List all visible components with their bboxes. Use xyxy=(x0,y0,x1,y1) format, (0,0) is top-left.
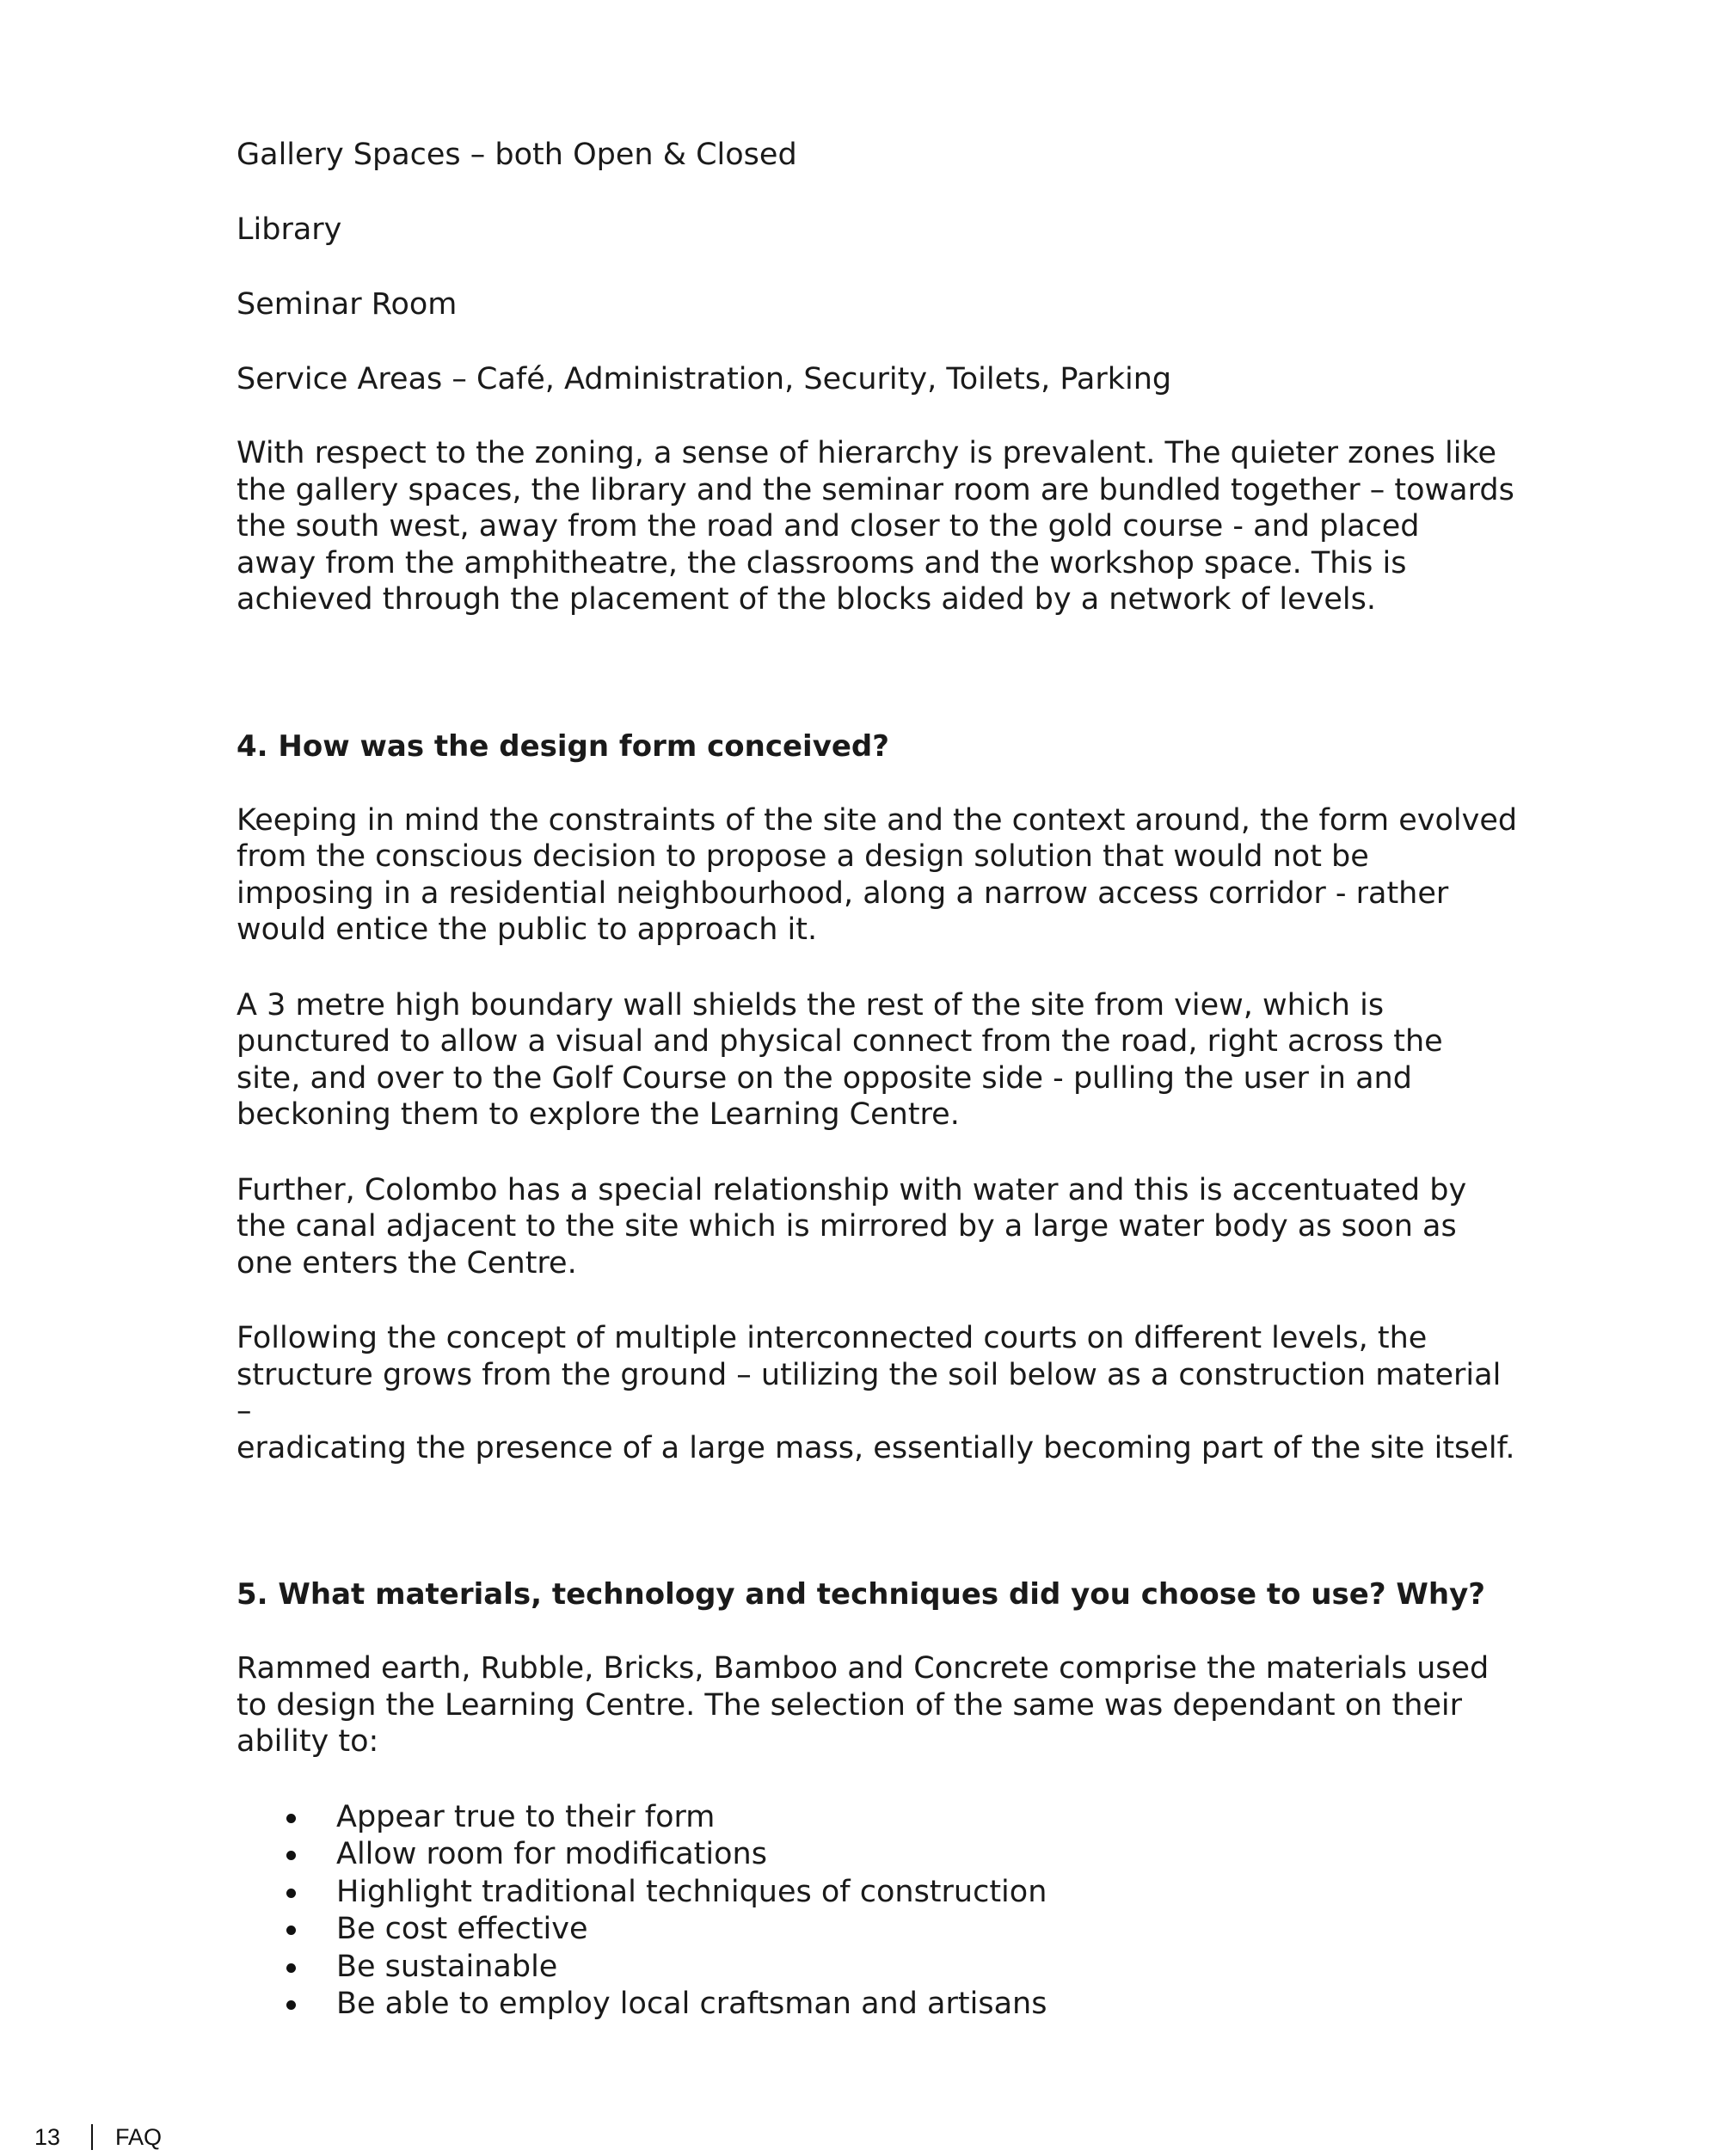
seminar-room-line: Seminar Room xyxy=(236,287,458,322)
form-paragraph-4 xyxy=(236,1320,1518,1466)
bullet-icon xyxy=(286,2000,296,2010)
form-paragraph-1 xyxy=(236,802,1518,949)
text-line: structure grows from the ground – utilizing the soil below as a construction material – xyxy=(236,1357,1502,1428)
text-line: the south west, away from the road and closer to the gold course - and placed xyxy=(236,509,1420,544)
service-areas-line: Service Areas – Café, Administration, Security, Toilets, Parking xyxy=(236,362,1172,396)
page-footer xyxy=(34,2122,162,2152)
list-item: Allow room for modifications xyxy=(236,1836,1518,1874)
page-content xyxy=(236,136,1518,2024)
text-line: would entice the public to approach it. xyxy=(236,912,818,947)
bullet-icon xyxy=(286,1851,296,1860)
bullet-icon xyxy=(286,1889,296,1898)
text-line: With respect to the zoning, a sense of hierarchy is prevalent. The quieter zones like xyxy=(236,436,1496,470)
list-item: Be cost effective xyxy=(236,1911,1518,1949)
list-item: Be able to employ local craftsman and artisans xyxy=(236,1986,1518,2024)
page-number: 13 xyxy=(34,2124,61,2150)
library-line: Library xyxy=(236,212,342,247)
text-line: one enters the Centre. xyxy=(236,1245,577,1281)
text-line: the gallery spaces, the library and the seminar room are bundled together – towards xyxy=(236,472,1514,507)
text-line: eradicating the presence of a large mass, essentially becoming part of the site itself. xyxy=(236,1430,1515,1465)
text-line: Further, Colombo has a special relationship with water and this is accentuated by xyxy=(236,1172,1467,1207)
zoning-paragraph xyxy=(236,435,1518,618)
text-line: ability to: xyxy=(236,1724,379,1759)
section-4-heading: 4. How was the design form conceived? xyxy=(236,728,889,764)
text-line: A 3 metre high boundary wall shields the rest of the site from view, which is xyxy=(236,987,1385,1023)
footer-divider xyxy=(91,2124,93,2150)
text-line: from the conscious decision to propose a design solution that would not be xyxy=(236,839,1369,874)
bullet-icon xyxy=(286,1963,296,1973)
text-line: achieved through the placement of the blocks aided by a network of levels. xyxy=(236,582,1377,617)
bullet-icon xyxy=(286,1814,296,1823)
text-line: site, and over to the Golf Course on the opposite side - pulling the user in and xyxy=(236,1060,1412,1096)
list-item: Appear true to their form xyxy=(236,1799,1518,1837)
form-paragraph-2 xyxy=(236,987,1518,1133)
materials-criteria-list xyxy=(236,1799,1518,2024)
text-line: Following the concept of multiple interconnected courts on different levels, the xyxy=(236,1321,1428,1355)
gallery-spaces-line: Gallery Spaces – both Open & Closed xyxy=(236,138,797,172)
text-line: Rammed earth, Rubble, Bricks, Bamboo and Concrete comprise the materials used xyxy=(236,1651,1490,1686)
text-line: the canal adjacent to the site which is mirrored by a large water body as soon as xyxy=(236,1209,1457,1244)
form-paragraph-3 xyxy=(236,1172,1518,1282)
text-line: punctured to allow a visual and physical connect from the road, right across the xyxy=(236,1024,1443,1059)
text-line: beckoning them to explore the Learning Centre. xyxy=(236,1097,960,1132)
materials-intro-paragraph xyxy=(236,1650,1518,1760)
section-5-heading: 5. What materials, technology and techniques did you choose to use? Why? xyxy=(236,1577,1486,1612)
bullet-icon xyxy=(286,1926,296,1935)
list-item: Be sustainable xyxy=(236,1949,1518,1987)
text-line: imposing in a residential neighbourhood, along a narrow access corridor - rather xyxy=(236,875,1449,911)
text-line: away from the amphitheatre, the classrooms and the workshop space. This is xyxy=(236,545,1407,580)
text-line: to design the Learning Centre. The selection of the same was dependant on their xyxy=(236,1687,1463,1723)
footer-section-label: FAQ xyxy=(115,2124,163,2150)
text-line: Keeping in mind the constraints of the site and the context around, the form evolved xyxy=(236,802,1518,838)
list-item: Highlight traditional techniques of construction xyxy=(236,1874,1518,1912)
